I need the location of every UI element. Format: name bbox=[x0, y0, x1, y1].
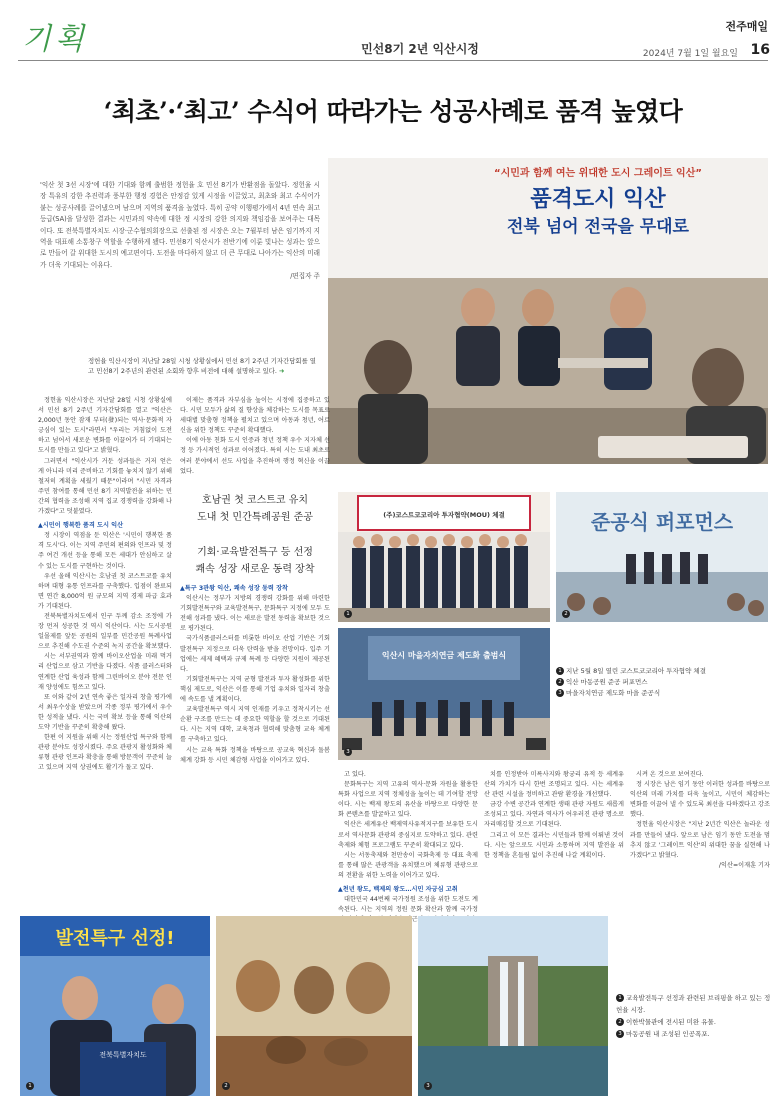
caption-item bbox=[556, 688, 768, 699]
lead-paragraph bbox=[40, 180, 320, 320]
paragraph: 그리고 이 모든 결과는 시민들과 함께 이뤄낸 것이다. 시는 앞으로도 시민과 소통하며 지역 발전을 위한 정책을 흔들림 없이 추진해 나갈 계획이다. bbox=[484, 831, 624, 859]
main-photo-caption bbox=[88, 356, 320, 376]
caption-number-3: 3 bbox=[556, 689, 564, 697]
paragraph: 익산은 세계유산 백제역사유적지구를 보유한 도시로서 역사문화 관광의 중심지로 도약하고 있다. 관련 축제와 체험 프로그램도 꾸준히 확대되고 있다. bbox=[338, 821, 478, 849]
village-photo-scene bbox=[338, 628, 550, 760]
caption-number-3: 3 bbox=[616, 1030, 624, 1038]
article-byline: /익산=이재훈 기자 bbox=[718, 861, 770, 869]
bottom-photo-number-2: 2 bbox=[222, 1082, 230, 1090]
village-photo-banner: 익산시 마을자치연금 제도화 출범식 bbox=[381, 651, 507, 660]
paragraph: 문화특구는 지역 고유의 역사·문화 자원을 활용한 특화 사업으로 지역 정체성을 높이는 데 기여할 전망이다. 시는 백제 왕도의 유산을 바탕으로 다양한 문화 콘텐츠를 발굴하고 있다. bbox=[338, 781, 478, 819]
paragraph: 시는 서부권역과 함께 바이오산업을 미래 먹거리 산업으로 삼고 기반을 다졌다. 식품 클러스터와 연계한 산업 육성과 함께 그린바이오 분야 전문 인재 양성에도 힘쓰고 있다. bbox=[38, 653, 172, 691]
bottom-photo-number-1: 1 bbox=[26, 1082, 34, 1090]
subheading: ▲특구 3관왕 익산, 쾌속 성장 동력 장착 bbox=[180, 585, 289, 592]
paragraph: 한편 이 지원을 위해 시는 정원산업 특구와 함께 관광 분야도 성장시켰다. 주요 관광지 활성화와 체류형 관광 인프라 확충을 통해 방문객이 꾸준히 늘고 있으며 지역 상권에도 활기가 돌고 있다. bbox=[38, 734, 172, 772]
side-headline-line: 호남권 첫 코스트코 유치 bbox=[201, 495, 309, 506]
caption-text: 이한박물관에 전시된 미완 유물. bbox=[626, 1018, 716, 1026]
caption-text: 마동공원 내 조성된 인공폭포. bbox=[626, 1030, 710, 1038]
paragraph: 고 있다. bbox=[344, 771, 366, 778]
paragraph: 전북특별자치도에서 인구 두께 감소 조정에 가장 먼저 성공한 것 역시 익산이다. 시는 도시공원 일몰제를 앞둔 공원의 일부를 민간공원 특례사업으로 추진해 수도권 수준의 녹지 공간을 확보했다. bbox=[38, 612, 172, 651]
paragraph: 국가식품클러스터를 비롯한 바이오 산업 기반은 기회발전특구 지정으로 더욱 탄력을 받을 전망이다. 입주 기업에는 세제 혜택과 규제 특례 등 다양한 지원이 제공된다. bbox=[180, 635, 330, 673]
page-number: 16 bbox=[750, 42, 770, 58]
header-rule bbox=[18, 60, 768, 61]
mou-photo bbox=[338, 492, 550, 622]
caption-number-2: 2 bbox=[556, 678, 564, 686]
article-column-2b bbox=[180, 580, 330, 906]
waterfall-photo bbox=[418, 916, 608, 1096]
bottom-photo-captions bbox=[616, 992, 772, 1040]
park-photo-banner: 준공식 퍼포먼스 bbox=[590, 510, 734, 534]
article-column-3 bbox=[338, 770, 478, 914]
main-photo-banner-title: 품격도시 익산 bbox=[530, 187, 666, 212]
paragraph: 익산시는 정부가 지방의 경쟁력 강화를 위해 마련한 기회발전특구와 교육발전특구, 문화특구 지정에 모두 도전해 성과를 냈다. 이는 새로운 발전 동력을 확보한 것으로 평가된다. bbox=[180, 595, 330, 633]
mou-photo-banner: (주)코스트코코리아 투자협약(MOU) 체결 bbox=[383, 511, 505, 519]
paragraph: 우선 올해 익산시는 호남권 첫 코스트코를 유치하며 대형 유통 인프라를 구축했다. 입점이 완료되면 연간 8,000억 원 규모의 지역 경제 파급 효과가 기대된다. bbox=[38, 572, 172, 610]
article-column-2 bbox=[180, 396, 330, 478]
side-headline-1 bbox=[180, 492, 330, 526]
bottom-photo-number-3: 3 bbox=[424, 1082, 432, 1090]
article-column-5 bbox=[630, 770, 770, 906]
paragraph: 시는 교육 특화 정책을 바탕으로 공교육 혁신과 돌봄 체계 강화 등 시민 체감형 사업을 이어가고 있다. bbox=[180, 746, 330, 764]
briefing-photo bbox=[20, 916, 210, 1096]
village-photo bbox=[338, 628, 550, 760]
paragraph: 정 시장이 역점을 둔 익산은 '시민이 행복한 품격 도시'다. 이는 지역 주민의 편의와 인프라 및 정주 여건 개선 등을 통해 모든 세대가 안심하고 살 수 있는 도시를 구현하는 것이다. bbox=[38, 532, 172, 570]
paragraph: 시켜 온 것으로 보여진다. bbox=[636, 771, 704, 778]
lead-byline: /편집자 주 bbox=[290, 272, 320, 281]
headline: ‘최초’·‘최고’ 수식어 따라가는 성공사례로 품격 높였다 bbox=[103, 97, 683, 126]
mid-photo-captions bbox=[556, 666, 768, 699]
paragraph: 이제는 품격과 자부심을 높이는 시정에 집중하고 있다. 시민 모두가 삶의 질 향상을 체감하는 도시를 목표로 세대별 맞춤형 정책을 펼치고 있으며 아동과 청년, 어르신을 위한 정책도 꾸준히 확대했다. bbox=[180, 397, 330, 435]
briefing-podium-text: 전북특별자치도 bbox=[99, 1051, 147, 1059]
paper-name: 전주매일 bbox=[725, 20, 768, 33]
caption-text: 지난 5월 8일 열린 코스트코코리아 투자협약 체결 bbox=[566, 667, 706, 675]
relic-photo bbox=[216, 916, 412, 1096]
caption-text: 익산 마동공원 준공 퍼포먼스 bbox=[566, 678, 648, 686]
paragraph: 금강 수변 공간과 연계한 생태 관광 자원도 새롭게 조성되고 있다. 자연과 역사가 어우러진 관광 명소로 자리매김할 것으로 기대된다. bbox=[484, 801, 624, 829]
side-headline-line: 쾌속 성장 새로운 동력 장착 bbox=[195, 564, 315, 575]
main-photo bbox=[328, 158, 768, 464]
paragraph: 또 이와 같이 2년 연속 좋은 일자리 창출 평가에서 최우수상을 받았으며 각종 정부 평가에서 우수한 성적을 냈다. 시는 국비 확보 등을 통해 익산의 도약 기반을 꾸준히 확충해 왔다. bbox=[38, 693, 172, 731]
side-headline-line: 도내 첫 민간특례공원 준공 bbox=[197, 512, 313, 523]
paragraph: 정헌율 익산시장은 "지난 2년간 익산은 놀라운 성과를 만들어 냈다. 앞으로 남은 임기 동안 도전을 멈추지 않고 '그레이트 익산'의 위대한 꿈을 실현해 나가겠다"고 밝혔다. bbox=[630, 821, 770, 859]
paragraph: 정 시장은 남은 임기 동안 이러한 성과를 바탕으로 익산의 미래 가치를 더욱 높이고, 시민이 체감하는 변화를 이끌어 낼 수 있도록 최선을 다하겠다고 강조했다. bbox=[630, 781, 770, 819]
caption-number-2: 2 bbox=[616, 1018, 624, 1026]
photo-number-2: 2 bbox=[562, 610, 570, 618]
paragraph: 이에 아동 친화 도시 인증과 청년 정책 우수 지자체 선정 등 가시적인 성과로 이어졌다. 특히 시는 도내 최초로 여러 분야에서 선도 사업을 추진하며 행정 혁신을 이끌었다. bbox=[180, 437, 330, 475]
page-header bbox=[0, 0, 782, 62]
paragraph: 교육발전특구 역시 지역 인재를 키우고 정착시키는 선순환 구조를 만드는 데 중요한 역할을 할 것으로 기대된다. 시는 지역 대학, 교육청과 협력해 맞춤형 교육 체계를 구축하고 있다. bbox=[180, 706, 330, 744]
main-caption-text: 정헌율 익산시장이 지난달 28일 시청 상황실에서 민선 8기 2주년 기자간담회를 열고 민선8기 2주년의 관련된 소회와 향후 비전에 대해 설명하고 있다. bbox=[88, 357, 316, 375]
briefing-banner: 발전특구 선정! bbox=[55, 928, 175, 949]
side-headline-2 bbox=[180, 544, 330, 578]
paragraph: 정헌율 익산시장은 지난달 28일 시청 상황실에서 민선 8기 2주년 기자간담회를 열고 "익산은 2,000년 동안 잠재 부터(發)되는 역사·문화적 자긍심이 있는 도시"라면서 "우리는 거침없이 도전하고 넘어서 새로운 변화를 이끌어가 더 기대되는 도시를 만들고 있다"고 밝혔다. bbox=[38, 397, 172, 455]
caption-number-1: 1 bbox=[616, 994, 624, 1002]
subheading: ▲천년 왕도, 백제의 왕도…시민 자긍심 고취 bbox=[338, 886, 458, 894]
main-photo-banner-sub: “시민과 함께 여는 위대한 도시 그레이트 익산” bbox=[494, 168, 702, 179]
relic-photo-scene bbox=[216, 916, 412, 1096]
caption-item bbox=[556, 666, 768, 677]
photo-number-1: 1 bbox=[344, 610, 352, 618]
caption-text: 교육발전특구 선정과 관련된 브리핑을 하고 있는 정헌율 시장. bbox=[616, 994, 771, 1014]
lead-text: '익산 첫 3선 시장'에 대한 기대와 함께 출범한 정헌율 호 민선 8기가 반환점을 돌았다. 정헌율 시장 특유의 강한 추진력과 풍부한 행정 경험은 안정감 있게 시정을 이끌었고, 최초와 최고 수식어가 붙는 성공사례를 끌어냈으며 남으며 지역의 품격을 높였다. 특히 공약 이행평가에서 4년 연속 최고등급(SA)을 달성한 결과는 시민과의 약속에 대한 정 시장의 강한 의지와 책임감을 보여주는 대목이다. 또 전북특별자치도 시장·군수협의회장으로 선출된 정 시장은 오는 7월부터 남은 임기까지 지역을 대표해 소통창구 역할을 수행하게 됐다. 민선8기 익산시가 전반기에 이룬 빛나는 성과는 앞으로 만들어 갈 위대한 도시의 예고편이다. 도전을 마다하지 않고 더 큰 무대로 나아가는 익산의 미래가 더욱 기대되는 이유다. bbox=[40, 181, 320, 269]
waterfall-photo-scene bbox=[418, 916, 608, 1096]
caption-arrow-icon: ➜ bbox=[279, 367, 285, 375]
park-photo bbox=[556, 492, 768, 622]
paragraph: 치를 인정받아 미륵사지와 왕궁리 유적 등 세계유산의 가치가 다시 한번 조명되고 있다. 시는 세계유산 관련 시설을 정비하고 관람 환경을 개선했다. bbox=[484, 771, 624, 799]
caption-item bbox=[616, 1016, 772, 1028]
caption-text: 마을자치연금 제도화 마을 준공식 bbox=[566, 689, 661, 697]
caption-item bbox=[616, 1028, 772, 1040]
caption-number-1: 1 bbox=[556, 667, 564, 675]
caption-item bbox=[616, 992, 772, 1016]
paragraph: 그러면서 "익산시가 거둔 성과들은 거저 얻은 게 아니라 미리 준비하고 기회를 놓치지 않기 위해 철저히 계획을 세웠기 때문"이라며 "시민 자격과 주민 참여를 통해 민선 8기 지역발전을 위하는 민간의 협력을 조성해 지역 집교 경쟁력을 강화해 나가겠다"고 덧붙였다. bbox=[38, 457, 172, 516]
caption-item bbox=[556, 677, 768, 688]
photo-number-3: 3 bbox=[344, 748, 352, 756]
section-kicker: 기획 bbox=[22, 22, 88, 57]
issue-date: 2024년 7월 1일 월요일 bbox=[642, 49, 738, 59]
paragraph: 기회발전특구는 지역 균형 발전과 투자 활성화를 위한 핵심 제도로, 익산은 이를 통해 기업 유치와 일자리 창출에 속도를 낼 계획이다. bbox=[180, 675, 330, 704]
paragraph: 대한민국 44번째 국가정원 조성을 위한 도전도 계속된다. 시는 지역의 정원 문화 확산과 함께 국가정 bbox=[338, 896, 478, 914]
section-title: 민선8기 2년 익산시정 bbox=[361, 42, 479, 56]
article-column-4 bbox=[484, 770, 624, 906]
subheading: ▲시민이 행복한 품격 도시 익산 bbox=[38, 522, 124, 530]
article-column-1 bbox=[38, 396, 172, 906]
side-headline-line: 기회·교육발전특구 등 선정 bbox=[197, 547, 313, 558]
main-photo-banner-title2: 전북 넘어 전국을 무대로 bbox=[507, 217, 689, 237]
paragraph: 시는 서동축제와 천만송이 국화축제 등 대표 축제를 통해 많은 관광객을 유치했으며 체류형 관광으로의 전환을 위한 노력을 이어가고 있다. bbox=[338, 851, 478, 879]
